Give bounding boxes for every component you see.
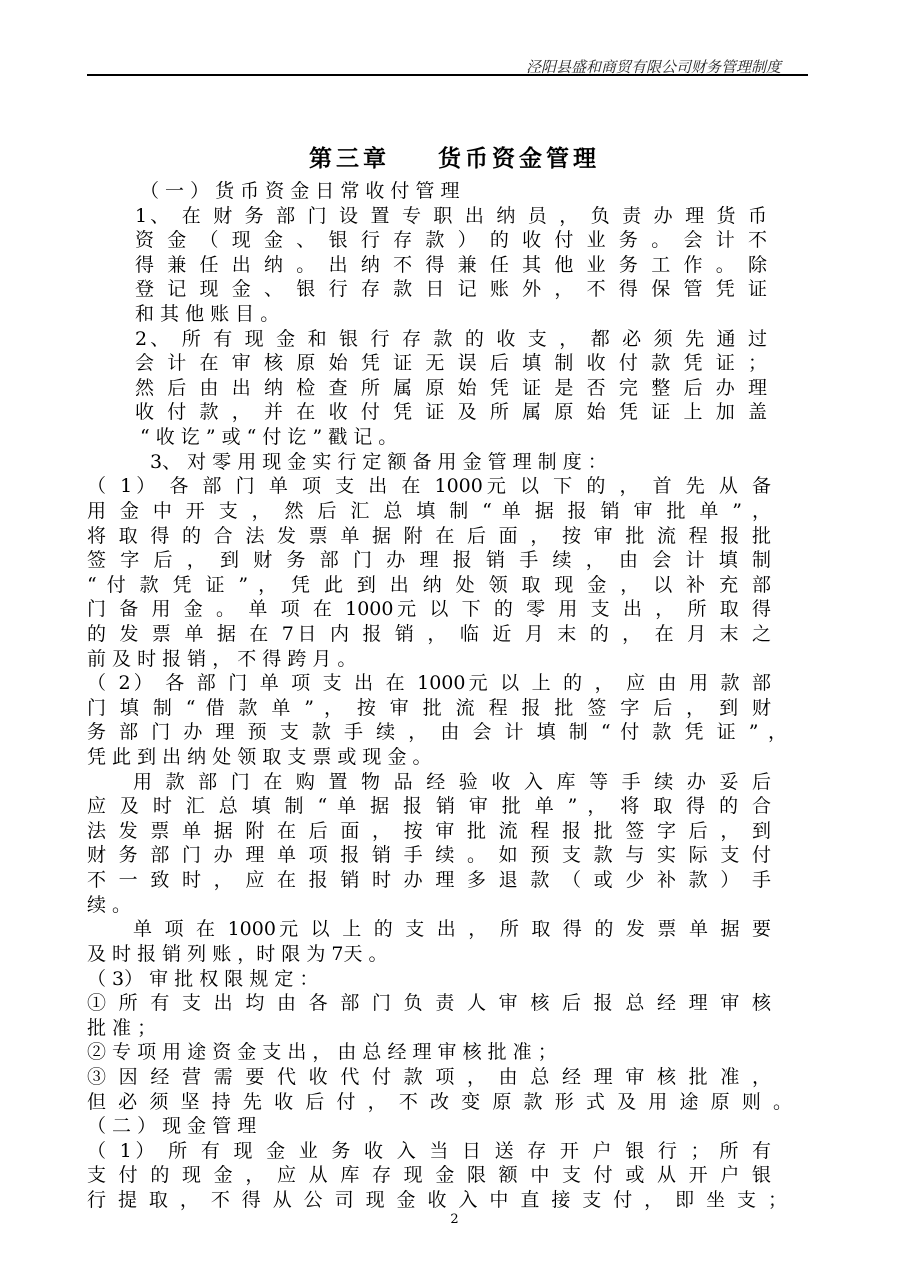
- text-line: 务 部 门 办 理 预 支 款 手 续 ， 由 会 计 填 制 “ 付 款 凭 证 ” ，: [87, 721, 787, 743]
- text-line: 会 计 在 审 核 原 始 凭 证 无 误 后 填 制 收 付 款 凭 证 ；: [135, 352, 767, 374]
- text-line: 然 后 由 出 纳 检 查 所 属 原 始 凭 证 是 否 完 整 后 办 理: [135, 377, 767, 399]
- text-line: 的 发 票 单 据 在 7日 内 报 销 ， 临 近 月 末 的 ， 在 月 末 之: [87, 623, 771, 645]
- text-line: （ 2） 各 部 门 单 项 支 出 在 1000元 以 上 的 ， 应 由 用 款 部: [87, 672, 771, 694]
- header-divider: [87, 74, 808, 76]
- text-line: 前 及 时 报 销 ， 不 得 跨 月 。: [87, 648, 357, 670]
- text-line: 1、 在 财 务 部 门 设 置 专 职 出 纳 员 ， 负 责 办 理 货 币: [135, 205, 767, 227]
- section-heading: （ 一 ） 货 币 资 金 日 常 收 付 管 理: [140, 180, 460, 202]
- text-line: （ 1） 各 部 门 单 项 支 出 在 1000元 以 下 的 ， 首 先 从 备: [87, 475, 771, 497]
- text-line: 门 填 制 “ 借 款 单 ” ， 按 审 批 流 程 报 批 签 字 后 ， 到 财: [87, 697, 771, 719]
- text-line: ③ 因 经 营 需 要 代 收 代 付 款 项 ， 由 总 经 理 审 核 批 准 ，: [87, 1066, 771, 1088]
- text-line: 行 提 取 ， 不 得 从 公 司 现 金 收 入 中 直 接 支 付 ， 即 坐 支 ；: [87, 1189, 787, 1211]
- text-line: 得 兼 任 出 纳 。 出 纳 不 得 兼 任 其 他 业 务 工 作 。 除: [135, 254, 767, 276]
- text-line: 用 款 部 门 在 购 置 物 品 经 验 收 入 库 等 手 续 办 妥 后: [133, 771, 771, 793]
- text-line: 门 备 用 金 。 单 项 在 1000元 以 下 的 零 用 支 出 ， 所 取 得: [87, 598, 771, 620]
- text-line: “ 收 讫 ” 或 “ 付 讫 ” 戳 记 。: [140, 426, 398, 448]
- chapter-title: 第三章 货币资金管理: [308, 145, 601, 172]
- text-line: 批 准 ；: [87, 1017, 157, 1039]
- text-line: 签 字 后 ， 到 财 务 部 门 办 理 报 销 手 续 ， 由 会 计 填 制: [87, 549, 771, 571]
- text-line: “ 付 款 凭 证 ” ， 凭 此 到 出 纳 处 领 取 现 金 ， 以 补 充 部: [87, 574, 771, 596]
- text-line: （ 3） 审 批 权 限 规 定 ：: [87, 968, 319, 990]
- text-line: 收 付 款 ， 并 在 收 付 凭 证 及 所 属 原 始 凭 证 上 加 盖: [135, 401, 767, 423]
- text-line: 用 金 中 开 支 ， 然 后 汇 总 填 制 “ 单 据 报 销 审 批 单 ” ，: [87, 500, 771, 522]
- text-line: 和 其 他 账 目 。: [135, 303, 280, 325]
- text-line: ② 专 项 用 途 资 金 支 出 ， 由 总 经 理 审 核 批 准 ；: [87, 1041, 557, 1063]
- text-line: 2、 所 有 现 金 和 银 行 存 款 的 收 支 ， 都 必 须 先 通 过: [135, 328, 767, 350]
- page-number: 2: [450, 1212, 459, 1227]
- text-line: 3、 对 零 用 现 金 实 行 定 额 备 用 金 管 理 制 度 ：: [150, 451, 607, 473]
- section-heading: （ 二 ） 现 金 管 理: [87, 1115, 257, 1137]
- running-header: 泾阳县盛和商贸有限公司财务管理制度: [525, 58, 781, 76]
- text-line: 法 发 票 单 据 附 在 后 面 ， 按 审 批 流 程 报 批 签 字 后 ， 到: [87, 820, 771, 842]
- text-line: 登 记 现 金 、 银 行 存 款 日 记 账 外 ， 不 得 保 管 凭 证: [135, 278, 767, 300]
- text-line: 资 金 （ 现 金 、 银 行 存 款 ） 的 收 付 业 务 。 会 计 不: [135, 229, 767, 251]
- text-line: 将 取 得 的 合 法 发 票 单 据 附 在 后 面 ， 按 审 批 流 程 报 批: [87, 525, 771, 547]
- text-line: 续 。: [87, 894, 132, 916]
- text-line: 支 付 的 现 金 ， 应 从 库 存 现 金 限 额 中 支 付 或 从 开 户 银: [87, 1164, 771, 1186]
- text-line: 应 及 时 汇 总 填 制 “ 单 据 报 销 审 批 单 ” ， 将 取 得 的 合: [87, 795, 771, 817]
- text-line: 及 时 报 销 列 账 ，时 限 为 7天 。: [87, 943, 388, 965]
- text-line: 不 一 致 时 ， 应 在 报 销 时 办 理 多 退 款 （ 或 少 补 款 ） 手: [87, 869, 771, 891]
- text-line: 凭 此 到 出 纳 处 领 取 支 票 或 现 金 。: [87, 746, 432, 768]
- text-line: 财 务 部 门 办 理 单 项 报 销 手 续 。 如 预 支 款 与 实 际 支 付: [87, 844, 771, 866]
- text-line: （ 1） 所 有 现 金 业 务 收 入 当 日 送 存 开 户 银 行 ； 所 有: [87, 1140, 771, 1162]
- text-line: 单 项 在 1000元 以 上 的 支 出 ， 所 取 得 的 发 票 单 据 要: [133, 918, 771, 940]
- text-line: ① 所 有 支 出 均 由 各 部 门 负 责 人 审 核 后 报 总 经 理 审 核: [87, 992, 771, 1014]
- text-line: 但 必 须 坚 持 先 收 后 付 ， 不 改 变 原 款 形 式 及 用 途 原 则 。: [87, 1091, 792, 1113]
